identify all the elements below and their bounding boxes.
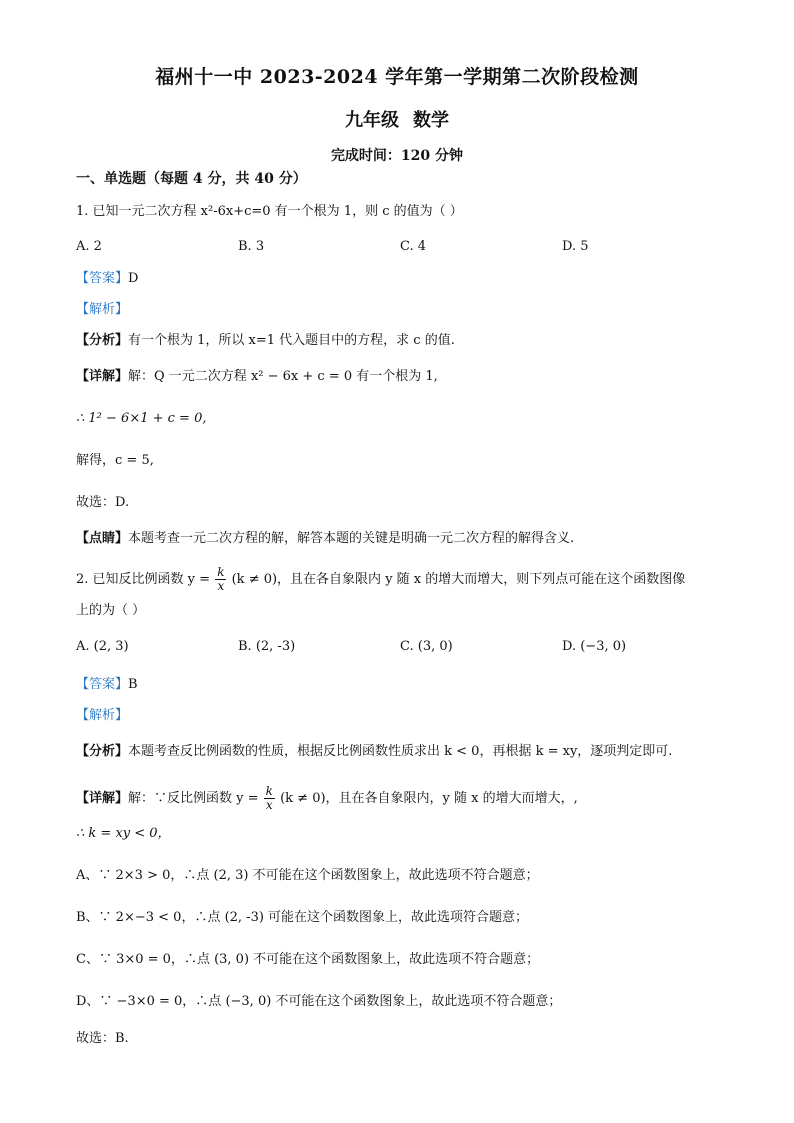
completion-time: 完成时间：120 分钟 bbox=[330, 148, 464, 164]
q1-analysis-tag: 【解析】 bbox=[76, 302, 129, 317]
q2-step-1: ∴ k = xy < 0， bbox=[76, 826, 171, 841]
q2-option-c: C. (3, 0) bbox=[400, 639, 453, 654]
q1-step-2: 解得，c = 5, bbox=[76, 453, 154, 468]
q1-dianjing bbox=[76, 530, 574, 548]
fenxi-tag: 【分析】 bbox=[76, 333, 129, 348]
q1-option-c: C. 4 bbox=[400, 239, 427, 254]
q2-step-c: C、∵ 3×0 = 0，∴点 (3, 0) 不可能在这个函数图象上，故此选项不符合题意； bbox=[76, 952, 540, 967]
q1-xiangjie bbox=[76, 368, 438, 386]
answer-value: D bbox=[128, 271, 139, 286]
question-1-stem: 1. 已知一元二次方程 x²-6x+c=0 有一个根为 1，则 c 的值为（ ） bbox=[76, 204, 463, 219]
q2-analysis-tag: 【解析】 bbox=[76, 708, 129, 723]
xiangjie-tag: 【详解】 bbox=[76, 791, 129, 806]
fenxi-text: 有一个根为 1，所以 x=1 代入题目中的方程，求 c 的值. bbox=[128, 333, 455, 348]
q2-step-a: A、∵ 2×3 > 0，∴点 (2, 3) 不可能在这个函数图象上，故此选项不符合题意； bbox=[76, 868, 539, 883]
fenxi-tag: 【分析】 bbox=[76, 744, 129, 759]
q2-fenxi bbox=[76, 743, 672, 761]
grade-label: 九年级 bbox=[345, 110, 399, 131]
fraction-k-over-x: $\frac{k}{x}$ bbox=[217, 565, 225, 593]
page-title: 福州十一中 2023-2024 学年第一学期第二次阶段检测 bbox=[155, 66, 639, 88]
q1-fenxi bbox=[76, 332, 455, 350]
answer-value: B bbox=[128, 677, 138, 692]
section-heading: 一、单选题（每题 4 分，共 40 分） bbox=[76, 171, 307, 187]
q2-xiangjie bbox=[76, 785, 578, 812]
q2-conclusion: 故选：B. bbox=[76, 1031, 129, 1046]
q1-option-d: D. 5 bbox=[562, 239, 589, 254]
fraction-k-over-x: $\frac{k}{x}$ bbox=[265, 784, 273, 812]
xiangjie-text: 解：Q 一元二次方程 x² − 6x + c = 0 有一个根为 1, bbox=[128, 369, 438, 384]
q1-conclusion: 故选：D. bbox=[76, 495, 130, 510]
q2-stem-c: 上的为（ ） bbox=[76, 603, 146, 618]
q2-step-b: B、∵ 2×−3 < 0，∴点 (2, -3) 可能在这个函数图象上，故此选项符合题意； bbox=[76, 910, 529, 925]
fenxi-text: 本题考查反比例函数的性质，根据反比例函数性质求出 k < 0，再根据 k = xy，逐项判定即可. bbox=[128, 744, 673, 759]
xiangjie-tag: 【详解】 bbox=[76, 369, 129, 384]
q2-stem-b: (k ≠ 0)，且在各自象限内 y 随 x 的增大而增大，则下列点可能在这个函数图像 bbox=[231, 572, 686, 587]
subject-label: 数学 bbox=[413, 110, 449, 131]
dianjing-tag: 【点睛】 bbox=[76, 531, 129, 546]
answer-tag: 【答案】 bbox=[76, 677, 129, 692]
q2-answer bbox=[76, 676, 138, 694]
q2-option-b: B. (2, -3) bbox=[238, 639, 296, 654]
q1-step-1: ∴ 1² − 6×1 + c = 0, bbox=[76, 411, 207, 426]
xiangjie-text-a: 解：∵反比例函数 y = bbox=[128, 791, 259, 806]
xiangjie-text-b: (k ≠ 0)，且在各自象限内，y 随 x 的增大而增大，, bbox=[280, 791, 578, 806]
answer-tag: 【答案】 bbox=[76, 271, 129, 286]
q2-step-d: D、∵ −3×0 = 0，∴点 (−3, 0) 不可能在这个函数图象上，故此选项不符合题意； bbox=[76, 994, 562, 1009]
q2-stem-a: 2. 已知反比例函数 y = bbox=[76, 572, 211, 587]
q1-option-a: A. 2 bbox=[76, 239, 102, 254]
question-2-stem bbox=[76, 566, 685, 593]
q1-answer bbox=[76, 270, 138, 288]
q2-option-d: D. (−3, 0) bbox=[562, 639, 627, 654]
q2-option-a: A. (2, 3) bbox=[76, 639, 129, 654]
q1-option-b: B. 3 bbox=[238, 239, 265, 254]
page-subtitle bbox=[0, 106, 794, 132]
dianjing-text: 本题考查一元二次方程的解，解答本题的关键是明确一元二次方程的解得含义. bbox=[128, 531, 575, 546]
